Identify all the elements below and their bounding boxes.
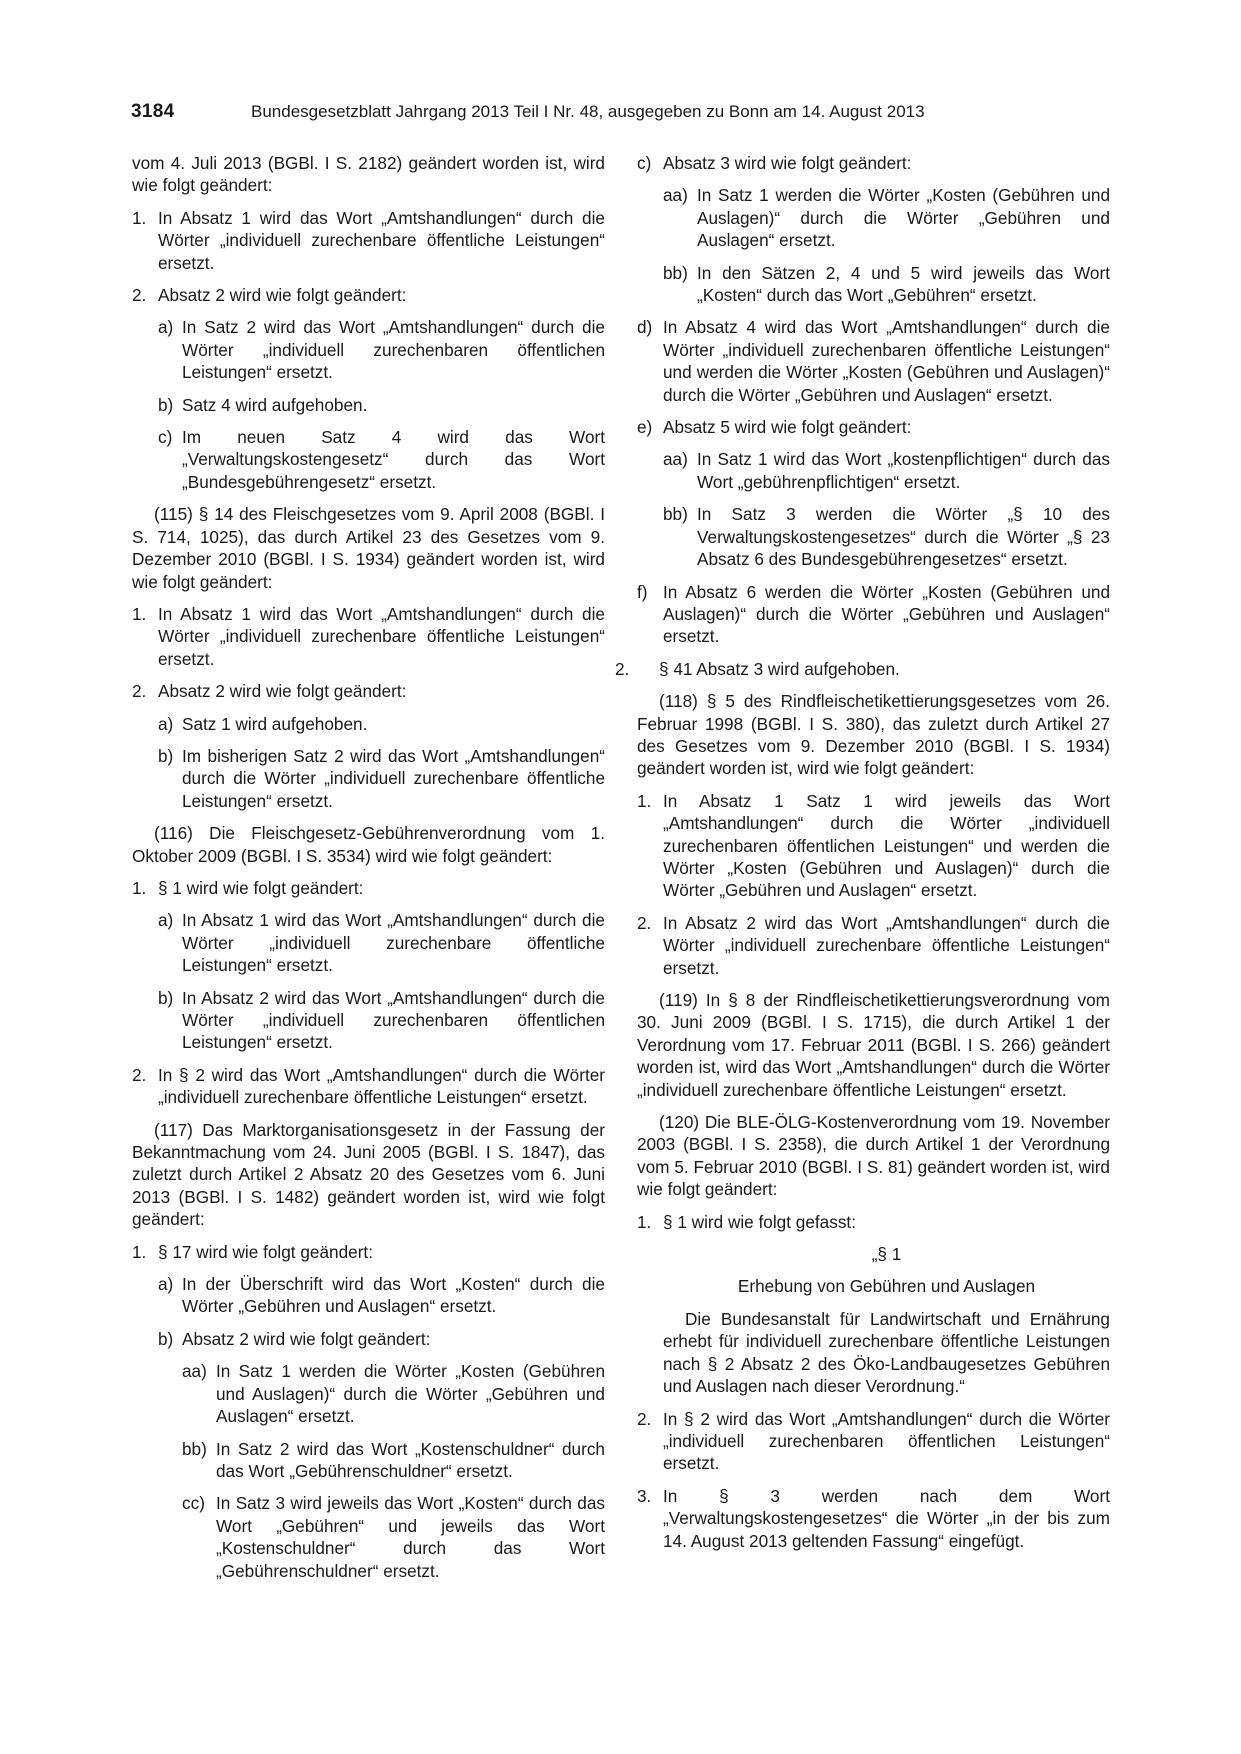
- item-number: 1.: [637, 790, 652, 811]
- item-number: 1.: [132, 603, 147, 624]
- item-text: In Satz 2 wird das Wort „Kostenschuldner“ durch das Wort „Gebührenschuldner“ ersetzt.: [216, 1438, 605, 1481]
- item-text: In § 2 wird das Wort „Amtshandlungen“ durch die Wörter „individuell zurechenbare öffentliche Leistungen“ ersetzt.: [158, 1064, 605, 1108]
- section-label: „§ 1: [871, 1244, 902, 1265]
- item-number: d): [637, 317, 653, 338]
- item-number: 2.: [637, 912, 652, 933]
- item-text: In den Sätzen 2, 4 und 5 wird jeweils das Wort „Kosten“ durch das Wort „Gebühren“ ersetzt.: [697, 262, 1110, 306]
- item-number: a): [158, 713, 174, 734]
- item-text: § 1 wird wie folgt gefasst:: [663, 1211, 856, 1232]
- item-number: a): [158, 1274, 174, 1295]
- item-text: § 1 wird wie folgt geändert:: [158, 877, 364, 898]
- list-item: [637, 1485, 1110, 1552]
- list-item: [637, 912, 1110, 979]
- item-number: bb): [663, 262, 688, 283]
- item-number: 2.: [132, 285, 147, 306]
- list-item: [132, 426, 605, 493]
- item-number: bb): [182, 1438, 207, 1459]
- list-item: [637, 262, 1110, 307]
- item-number: 2.: [637, 1408, 652, 1429]
- list-item: [132, 1328, 605, 1350]
- item-text: Im bisherigen Satz 2 wird das Wort „Amtshandlungen“ durch die Wörter „individuell zurechenbare öffentliche Leistungen“ ersetzt.: [182, 745, 605, 811]
- item-text: In der Überschrift wird das Wort „Kosten“ durch die Wörter „Gebühren und Auslagen“ ersetzt.: [182, 1274, 605, 1317]
- list-item: [132, 207, 605, 274]
- list-item: [132, 284, 605, 306]
- item-number: b): [158, 1328, 174, 1349]
- paragraph: (117) Das Marktorganisationsgesetz in der Fassung der Bekanntmachung vom 24. Juni 2005 (BGBl. I S. 1847), das zuletzt durch Artikel 2 Absatz 20 des Gesetzes vom 6. Juni 2013 (BGBl. I S. 1482) geändert worden ist, wird wie folgt geändert:: [132, 1119, 605, 1230]
- item-text: In Absatz 2 wird das Wort „Amtshandlungen“ durch die Wörter „individuell zurechenbaren öffentlichen Leistungen“ ersetzt.: [182, 987, 605, 1053]
- item-number: e): [637, 417, 653, 438]
- list-item: [132, 603, 605, 670]
- item-text: In Absatz 1 wird das Wort „Amtshandlungen“ durch die Wörter „individuell zurechenbare öffentliche Leistungen“ ersetzt.: [182, 910, 605, 976]
- item-text: In Satz 2 wird das Wort „Amtshandlungen“ durch die Wörter „individuell zurechenbaren öffentlichen Leistungen“ ersetzt.: [182, 317, 605, 383]
- item-number: c): [637, 153, 652, 173]
- item-number: 1.: [637, 1211, 652, 1232]
- item-text: In Satz 1 werden die Wörter „Kosten (Gebühren und Auslagen)“ durch die Wörter „Gebühren und Auslagen“ ersetzt.: [697, 185, 1110, 251]
- item-text: Absatz 2 wird wie folgt geändert:: [182, 1328, 431, 1349]
- list-item: [132, 713, 605, 735]
- item-number: b): [158, 394, 174, 415]
- item-text: In Absatz 6 werden die Wörter „Kosten (Gebühren und Auslagen)“ durch die Wörter „Gebühren und Auslagen“ ersetzt.: [663, 581, 1110, 647]
- paragraph: vom 4. Juli 2013 (BGBl. I S. 2182) geändert worden ist, wird wie folgt geändert:: [132, 153, 605, 196]
- item-number: aa): [663, 449, 688, 470]
- list-item: [637, 152, 1110, 174]
- list-item: [132, 394, 605, 416]
- list-item: [132, 1241, 605, 1263]
- section-body: Die Bundesanstalt für Landwirtschaft und Ernährung erhebt für individuell zurechenbare öffentliche Leistungen nach § 2 Absatz 2 des Öko-Landbaugesetzes Gebühren und Auslagen nach dieser Verordnung.“: [663, 1308, 1110, 1397]
- item-number: 1.: [132, 207, 147, 228]
- list-item: [132, 745, 605, 812]
- item-text: Absatz 3 wird wie folgt geändert:: [663, 153, 912, 173]
- list-item: [132, 909, 605, 976]
- section-heading: Erhebung von Gebühren und Auslagen: [737, 1276, 1036, 1297]
- item-text: § 17 wird wie folgt geändert:: [158, 1241, 373, 1262]
- paragraph: (115) § 14 des Fleischgesetzes vom 9. April 2008 (BGBl. I S. 714, 1025), das durch Artikel 23 des Gesetzes vom 9. Dezember 2010 (BGBl. I S. 1934) geändert worden ist, wird wie folgt geändert:: [132, 504, 605, 592]
- list-item: [132, 1492, 605, 1582]
- item-number: 3.: [637, 1485, 652, 1506]
- paragraph: (120) Die BLE-ÖLG-Kostenverordnung vom 19. November 2003 (BGBl. I S. 2358), die durch Artikel 1 der Verordnung vom 5. Februar 2010 (BGBl. I S. 81) geändert worden ist, wird wie folgt geändert:: [637, 1112, 1110, 1200]
- list-item: [637, 790, 1110, 902]
- item-text: Im neuen Satz 4 wird das Wort „Verwaltungskostengesetz“ durch das Wort „Bundesgebührengesetz“ ersetzt.: [182, 427, 605, 492]
- item-number: cc): [182, 1493, 205, 1514]
- item-text: In Satz 1 wird das Wort „kostenpflichtigen“ durch das Wort „gebührenpflichtigen“ ersetzt.: [697, 449, 1110, 492]
- item-number: a): [158, 317, 174, 338]
- left-column: [132, 152, 605, 1592]
- item-text: Absatz 2 wird wie folgt geändert:: [158, 681, 407, 702]
- item-text: In Absatz 1 wird das Wort „Amtshandlungen“ durch die Wörter „individuell zurechenbare öffentliche Leistungen“ ersetzt.: [158, 603, 605, 669]
- item-text: In Satz 1 werden die Wörter „Kosten (Gebühren und Auslagen)“ durch die Wörter „Gebühren und Auslagen“ ersetzt.: [216, 1361, 605, 1427]
- item-text: Satz 4 wird aufgehoben.: [182, 394, 368, 415]
- list-item: [132, 877, 605, 899]
- list-item: [615, 658, 1110, 680]
- item-number: b): [158, 987, 174, 1008]
- item-text: In Absatz 1 wird das Wort „Amtshandlungen“ durch die Wörter „individuell zurechenbare öffentliche Leistungen“ ersetzt.: [158, 207, 605, 273]
- item-number: 2.: [132, 1064, 147, 1085]
- item-number: aa): [663, 185, 688, 206]
- item-number: f): [637, 581, 648, 602]
- item-number: c): [158, 427, 173, 448]
- item-text: § 41 Absatz 3 wird aufgehoben.: [659, 658, 900, 679]
- list-item: [132, 1273, 605, 1318]
- paragraph: (119) In § 8 der Rindfleischetikettierungsverordnung vom 30. Juni 2009 (BGBl. I S. 1715), die durch Artikel 1 der Verordnung vom 17. Februar 2011 (BGBl. I S. 266) geändert worden ist, wird das Wort „Amtshandlungen“ durch die Wörter „individuell zurechenbare öffentliche Leistungen“ ersetzt.: [637, 990, 1110, 1100]
- page-number: 3184: [131, 101, 175, 122]
- item-text: In § 2 wird das Wort „Amtshandlungen“ durch die Wörter „individuell zurechenbaren öffentlichen Leistungen“ ersetzt.: [663, 1408, 1110, 1474]
- item-number: 2.: [615, 658, 630, 679]
- list-item: [132, 1438, 605, 1483]
- list-item: [132, 1360, 605, 1427]
- item-text: Absatz 2 wird wie folgt geändert:: [158, 285, 407, 306]
- item-number: 1.: [132, 1241, 147, 1262]
- item-number: 2.: [132, 681, 147, 702]
- list-item: [637, 448, 1110, 493]
- list-item: [637, 316, 1110, 406]
- list-item: [637, 581, 1110, 648]
- list-item: [132, 316, 605, 383]
- item-number: bb): [663, 504, 688, 525]
- list-item: [637, 1408, 1110, 1475]
- header-title: Bundesgesetzblatt Jahrgang 2013 Teil I Nr. 48, ausgegeben zu Bonn am 14. August 2013: [251, 102, 925, 121]
- paragraph: (118) § 5 des Rindfleischetikettierungsgesetzes vom 26. Februar 1998 (BGBl. I S. 380), das zuletzt durch Artikel 27 des Gesetzes vom 9. Dezember 2010 (BGBl. I S. 1934) geändert worden ist, wird wie folgt geändert:: [637, 691, 1110, 779]
- page-header: [131, 101, 1111, 127]
- right-column: [615, 152, 1110, 1562]
- item-number: a): [158, 910, 174, 931]
- list-item: [132, 1064, 605, 1109]
- item-text: Absatz 5 wird wie folgt geändert:: [663, 417, 912, 438]
- list-item: [637, 1211, 1110, 1233]
- item-text: In § 3 werden nach dem Wort „Verwaltungskostengesetzes“ die Wörter „in der bis zum 14. August 2013 geltenden Fassung“ eingefügt.: [663, 1485, 1110, 1551]
- item-number: aa): [182, 1361, 207, 1382]
- item-number: 1.: [132, 877, 147, 898]
- item-text: In Absatz 2 wird das Wort „Amtshandlungen“ durch die Wörter „individuell zurechenbare öffentliche Leistungen“ ersetzt.: [663, 912, 1110, 978]
- item-text: In Satz 3 wird jeweils das Wort „Kosten“ durch das Wort „Gebühren“ und jeweils das Wort „Kostenschuldner“ durch das Wort „Gebührenschuldner“ ersetzt.: [216, 1493, 605, 1581]
- paragraph: (116) Die Fleischgesetz-Gebührenverordnung vom 1. Oktober 2009 (BGBl. I S. 3534) wird wie folgt geändert:: [132, 823, 605, 866]
- item-text: In Satz 3 werden die Wörter „§ 10 des Verwaltungskostengesetzes“ durch die Wörter „§ 23 Absatz 6 des Bundesgebührengesetzes“ ersetzt.: [697, 504, 1110, 570]
- list-item: [637, 416, 1110, 438]
- item-text: Satz 1 wird aufgehoben.: [182, 713, 368, 734]
- list-item: [637, 503, 1110, 570]
- item-number: b): [158, 745, 174, 766]
- list-item: [132, 987, 605, 1054]
- item-text: In Absatz 4 wird das Wort „Amtshandlungen“ durch die Wörter „individuell zurechenbaren öffentliche Leistungen“ und werden die Wörter „Kosten (Gebühren und Auslagen)“ durch die Wörter „Gebühren und Auslagen“ ersetzt.: [663, 317, 1110, 405]
- list-item: [637, 184, 1110, 251]
- list-item: [132, 680, 605, 702]
- item-text: In Absatz 1 Satz 1 wird jeweils das Wort „Amtshandlungen“ durch die Wörter „individuell zurechenbaren öffentlichen Leistungen“ und werden die Wörter „Kosten (Gebühren und Auslagen)“ durch die Wörter „Gebühren und Auslagen“ ersetzt.: [663, 790, 1110, 901]
